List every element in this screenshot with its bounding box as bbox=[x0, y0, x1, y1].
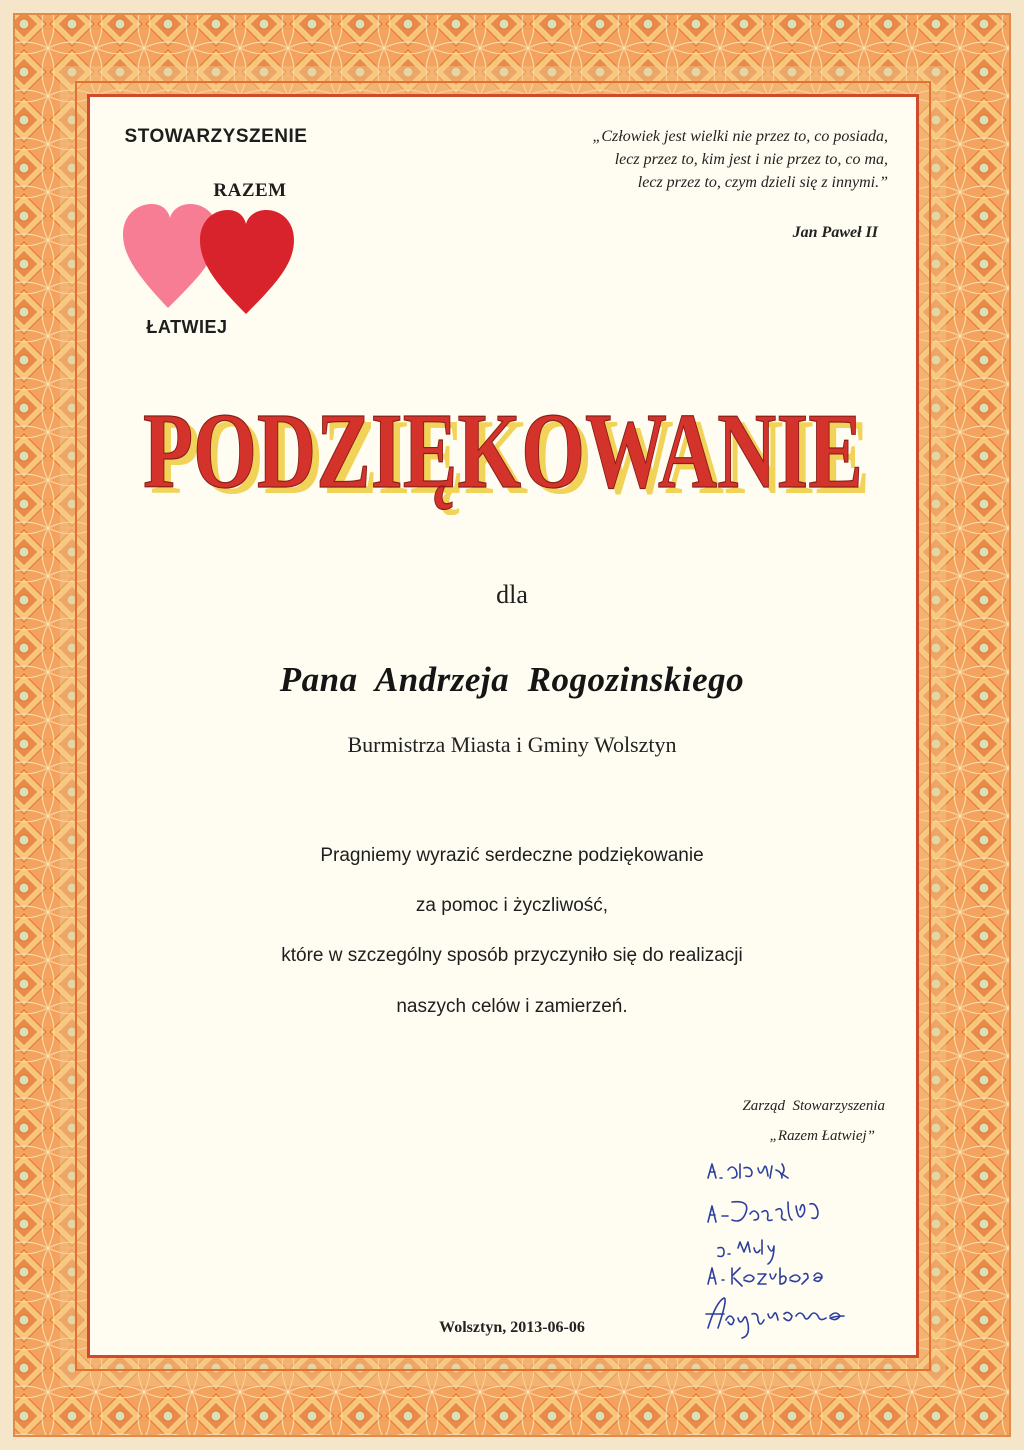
svg-text:PODZIĘKOWANIE bbox=[143, 392, 863, 511]
message-line: naszych celów i zamierzeń. bbox=[396, 996, 628, 1017]
signature bbox=[718, 1240, 774, 1264]
date-location: Wolsztyn, 2013-06-06 bbox=[439, 1319, 585, 1336]
signature bbox=[708, 1164, 788, 1178]
hearts-logo bbox=[118, 196, 298, 316]
quote-line: lecz przez to, kim jest i nie przez to, co ma, bbox=[614, 151, 888, 168]
org-name-line3: ŁATWIEJ bbox=[146, 317, 228, 337]
signature bbox=[708, 1268, 822, 1286]
quote-author: Jan Paweł II bbox=[792, 224, 878, 241]
page-title: PODZIĘKOWANIE bbox=[143, 392, 863, 511]
quote bbox=[440, 125, 888, 194]
board-label: Zarząd Stowarzyszenia bbox=[742, 1098, 885, 1114]
message-line: Pragniemy wyrazić serdeczne podziękowanie bbox=[320, 845, 704, 866]
board-org-name: „Razem Łatwiej” bbox=[769, 1128, 875, 1144]
message-line: które w szczególny sposób przyczyniło się do realizacji bbox=[281, 945, 743, 966]
signature bbox=[708, 1202, 818, 1222]
recipient-name: Pana Andrzeja Rogozinskiego bbox=[279, 660, 745, 699]
signatures bbox=[680, 1150, 890, 1340]
org-name-line2: RAZEM bbox=[213, 180, 287, 201]
recipient-role: Burmistrza Miasta i Gminy Wolsztyn bbox=[347, 732, 677, 757]
page-title-shadow: PODZIĘKOWANIE bbox=[150, 398, 870, 515]
dedication-word: dla bbox=[496, 580, 528, 609]
quote-line: „Człowiek jest wielki nie przez to, co posiada, bbox=[592, 128, 888, 145]
message-line: za pomoc i życzliwość, bbox=[415, 895, 609, 916]
org-name-line1: STOWARZYSZENIE bbox=[124, 126, 308, 147]
title-graphic bbox=[100, 385, 906, 515]
quote-line: lecz przez to, czym dzieli się z innymi.” bbox=[637, 174, 888, 191]
